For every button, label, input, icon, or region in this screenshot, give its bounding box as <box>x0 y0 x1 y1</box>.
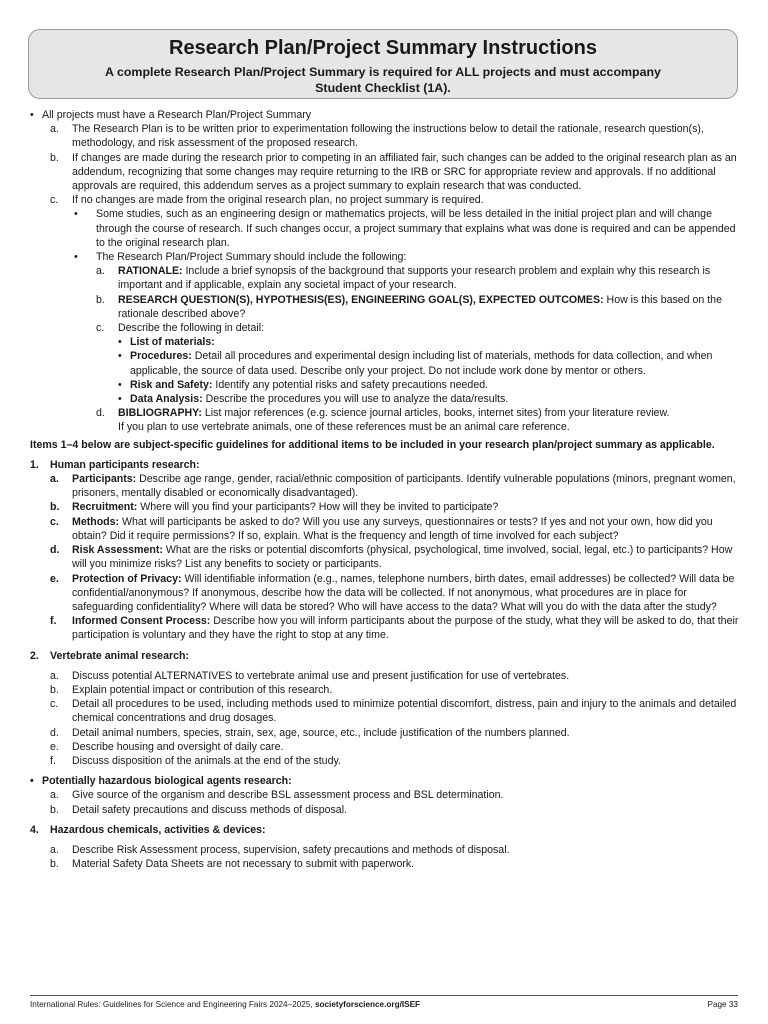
list-item-text: The Research Plan is to be written prior to experimentation following the instructions below to detail the rationale, research question(s), methodology, and risk assessment of the proposed research. <box>72 123 704 150</box>
section-number: 1. <box>30 458 39 471</box>
list-item-text: List major references (e.g. science journal articles, books, internet sites) from your literature review. <box>201 407 670 420</box>
list-item-text: If you plan to use vertebrate animals, one of these references must be an animal care reference. <box>118 421 570 434</box>
footer-text: International Rules: Guidelines for Science and Engineering Fairs 2024–2025, <box>30 1000 315 1009</box>
section-title: Human participants research: <box>50 458 200 471</box>
list-item-text: Detail safety precautions and discuss methods of disposal. <box>72 803 347 816</box>
list-marker: c. <box>96 322 105 335</box>
list-item <box>30 406 742 434</box>
list-marker: c. <box>50 515 59 528</box>
list-item-text: Where will you find your participants? How will they be invited to participate? <box>137 501 499 514</box>
list-item <box>30 683 742 697</box>
list-item-text: Explain potential impact or contribution of this research. <box>72 683 333 696</box>
footer-link[interactable]: societyforscience.org/ISEF <box>314 1000 421 1009</box>
section-number: 4. <box>30 823 39 836</box>
list-marker: e. <box>50 572 59 585</box>
list-item-text: Describe the procedures you will use to analyze the data/results. <box>202 393 509 406</box>
list-item-text: Detail all procedures and experimental design including list of materials, methods for data collection, and when applicable, the source of data used. Describe only your project. Do not include work done by mentor or others. <box>130 350 713 377</box>
bullet-marker: • <box>74 251 78 264</box>
section-number: 2. <box>30 649 39 662</box>
list-marker: c. <box>50 194 59 207</box>
list-item-text: What are the risks or potential discomforts (physical, psychological, time involved, social, legal, etc.) to participants? How will you minimize risks? List any benefits to society or participants. <box>72 544 733 571</box>
list-item <box>30 264 742 292</box>
list-marker: c. <box>50 698 59 711</box>
list-item <box>30 788 742 802</box>
list-item-text: Give source of the organism and describe BSL assessment process and BSL determination. <box>72 789 504 802</box>
section-title: Hazardous chemicals, activities & devices: <box>50 823 266 836</box>
list-marker: d. <box>50 726 59 739</box>
list-item <box>30 857 742 871</box>
list-marker: a. <box>50 669 59 682</box>
bibliography-label: BIBLIOGRAPHY: <box>118 407 202 420</box>
bullet-marker: • <box>118 378 122 391</box>
list-item-text: Discuss potential ALTERNATIVES to vertebrate animal use and present justification for use of vertebrates. <box>72 669 570 682</box>
list-item <box>30 669 742 683</box>
list-item-text: Describe how you will inform participants about the purpose of the study, what they will be asked to do, that their participation is voluntary and they have the right to stop at any time. <box>72 615 739 642</box>
list-item-text: Describe Risk Assessment process, supervision, safety precautions and methods of disposal. <box>72 843 510 856</box>
list-item <box>30 151 742 194</box>
list-item <box>30 515 742 543</box>
section-heading <box>30 649 742 663</box>
list-item-text: If no changes are made from the original research plan, no project summary is required. <box>72 194 484 207</box>
procedures-label: Procedures: <box>130 350 192 363</box>
materials-label: List of materials: <box>130 336 215 349</box>
bullet-marker: • <box>118 350 122 363</box>
list-marker: b. <box>50 501 60 514</box>
list-item-text: Describe age range, gender, racial/ethnic composition of participants. Identify vulnerable populations (minors, pregnant women, prisoners, mentally disabled or economically disadvantaged). <box>72 473 736 500</box>
bullet-marker: • <box>118 336 122 349</box>
list-item <box>30 843 742 857</box>
data-analysis-label: Data Analysis: <box>130 393 203 406</box>
list-item <box>30 392 742 406</box>
section-heading <box>30 823 742 837</box>
list-item <box>30 500 742 514</box>
section-intro: Items 1–4 below are subject-specific guidelines for additional items to be included in your research plan/project summary as applicable. <box>30 438 715 451</box>
list-item <box>30 740 742 754</box>
list-item <box>30 726 742 740</box>
rationale-label: RATIONALE: <box>118 265 183 278</box>
list-marker: b. <box>96 293 105 306</box>
list-item-text: What will participants be asked to do? Will you use any surveys, questionnaires or tests? If yes and not your own, how did you obtain? Did it require permissions? If so, explain. What is the frequency and length of time involved for each subject? <box>72 515 713 542</box>
list-item-text: Describe housing and oversight of daily care. <box>72 740 284 753</box>
list-item-text: The Research Plan/Project Summary should include the following: <box>96 251 407 264</box>
list-marker: a. <box>50 473 59 486</box>
list-item <box>30 378 742 392</box>
list-marker: a. <box>96 265 105 278</box>
bullet-marker: • <box>30 109 34 121</box>
list-item <box>30 349 742 377</box>
item-label: Participants: <box>72 473 137 486</box>
list-marker: f. <box>50 615 57 628</box>
list-item <box>30 193 742 207</box>
list-marker: b. <box>50 803 59 816</box>
list-marker: b. <box>50 151 59 164</box>
bullet-marker: • <box>74 208 78 221</box>
list-marker: d. <box>96 407 105 420</box>
list-item <box>30 207 742 250</box>
list-item-text: Describe the following in detail: <box>118 322 265 335</box>
list-item-text: Detail all procedures to be used, including methods used to minimize potential discomfort, distress, pain and injury to the animals and detailed chemical concentrations and drug dosages. <box>72 698 737 725</box>
list-marker: b. <box>50 858 59 871</box>
list-item-text: Material Safety Data Sheets are not necessary to submit with paperwork. <box>72 858 415 871</box>
page-number: Page 33 <box>707 1000 738 1009</box>
list-item <box>30 472 742 500</box>
list-item-text: Will identifiable information (e.g., names, telephone numbers, birth dates, email addresses) be collected? Will data be confidential/anonymous? If anonymous, describe how the data will be collected. If not anonymous, what procedures are in place for safeguarding confidentiality? Where will data be stored? Who will have access to the data? What will you do with the data after the study? <box>72 572 735 613</box>
list-marker: a. <box>50 123 59 136</box>
list-item <box>30 335 742 349</box>
list-item <box>30 108 742 122</box>
section-heading <box>30 458 742 472</box>
section-heading <box>30 774 742 788</box>
list-item <box>30 543 742 571</box>
item-label: Risk Assessment: <box>72 544 163 557</box>
list-item-text: All projects must have a Research Plan/Project Summary <box>42 109 312 121</box>
list-marker: b. <box>50 683 59 696</box>
page-subtitle: A complete Research Plan/Project Summary is required for ALL projects and must accompany Student Checklist (1A). <box>105 65 661 95</box>
list-item <box>30 122 742 150</box>
list-item-text: Some studies, such as an engineering design or mathematics projects, will be less detailed in the initial project plan and will change through the course of research. If such changes occur, a project summary that explains what was done is required and can be appended to the original research plan. <box>96 208 736 249</box>
list-item <box>30 250 742 264</box>
list-item <box>30 697 742 725</box>
list-marker: a. <box>50 843 59 856</box>
page-footer <box>30 995 738 1009</box>
list-item-text: If changes are made during the research prior to competing in an affiliated fair, such changes can be added to the original research plan as an addendum, recognizing that some changes may require returning to the IRB or SRC for appropriate review and approvals. If no additional approvals are required, this addendum serves as a project summary to explain research that was conducted. <box>72 151 737 193</box>
footer-citation <box>30 999 420 1011</box>
list-item-text: Detail animal numbers, species, strain, sex, age, source, etc., include justification of the numbers planned. <box>72 726 570 739</box>
list-marker: d. <box>50 544 60 557</box>
list-item <box>30 803 742 817</box>
list-item-text: Identify any potential risks and safety precautions needed. <box>212 378 489 391</box>
list-item <box>30 572 742 615</box>
bullet-marker: • <box>30 775 34 788</box>
bullet-marker: • <box>118 393 122 406</box>
section-title: Vertebrate animal research: <box>50 649 189 662</box>
page-title: Research Plan/Project Summary Instructions <box>169 37 597 59</box>
list-item <box>30 614 742 642</box>
item-label: Recruitment: <box>72 501 138 514</box>
item-label: Methods: <box>72 515 120 528</box>
research-question-label: RESEARCH QUESTION(S), HYPOTHESIS(ES), ENGINEERING GOAL(S), EXPECTED OUTCOMES: <box>118 293 604 306</box>
title-box <box>28 29 738 99</box>
list-marker: a. <box>50 789 59 802</box>
instructions-body <box>30 108 742 871</box>
list-item-text: How is this based on the rationale described above? <box>118 293 722 320</box>
list-marker: e. <box>50 740 59 753</box>
list-item <box>30 293 742 321</box>
list-marker: f. <box>50 754 56 767</box>
list-item <box>30 321 742 335</box>
risk-safety-label: Risk and Safety: <box>130 378 213 391</box>
list-item <box>30 754 742 768</box>
item-label: Protection of Privacy: <box>72 572 182 585</box>
item-label: Informed Consent Process: <box>72 615 211 628</box>
list-item-text: Include a brief synopsis of the background that supports your research problem and explain why this research is important and if applicable, explain any societal impact of your research. <box>118 265 711 292</box>
list-item-text: Discuss disposition of the animals at the end of the study. <box>72 754 341 767</box>
section-title: Potentially hazardous biological agents research: <box>42 775 292 788</box>
